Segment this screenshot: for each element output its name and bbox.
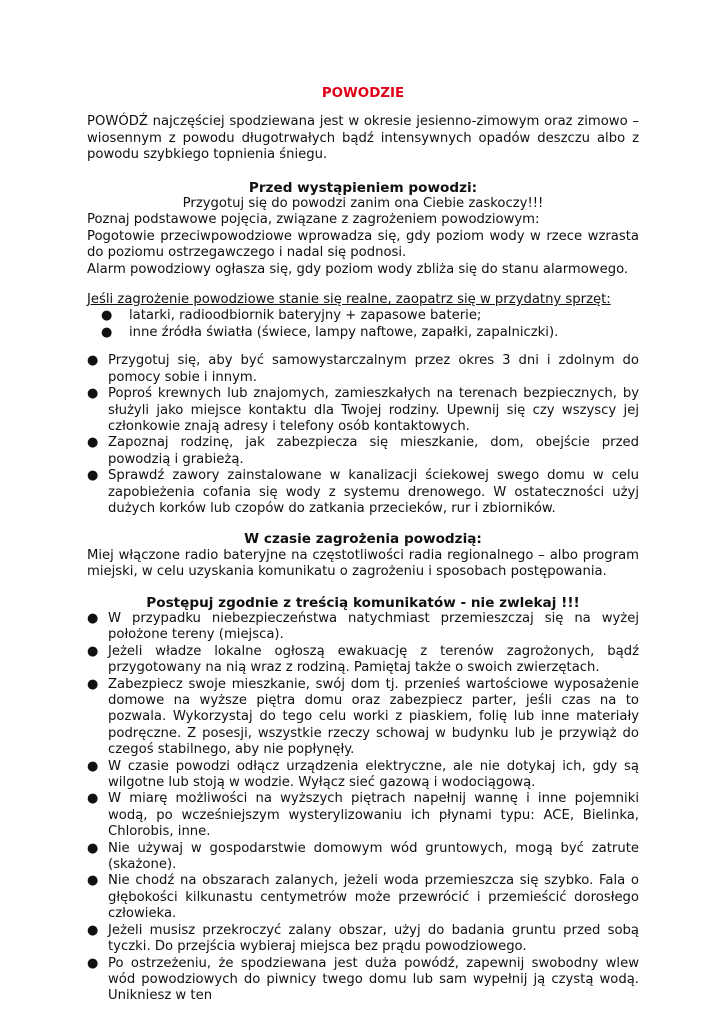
paragraph-line: Pogotowie przeciwpowodziowe wprowadza się, gdy poziom wody w rzece wzrasta do poziomu ostrzegawczego i nadal się podnosi.: [87, 228, 639, 261]
list-item: ● Nie chodź na obszarach zalanych, jeżeli woda przemieszcza się szybko. Fala o głębokości kilkunastu centymetrów może przewrócić i przemieścić dorosłego człowieka.: [87, 873, 639, 922]
list-item: ● W czasie powodzi odłącz urządzenia elektryczne, ale nie dotykaj ich, gdy są wilgotne lub stoją w wodzie. Wyłącz sieć gazową i wodociągową.: [87, 758, 639, 791]
bullet-icon: ●: [87, 435, 99, 451]
section-heading-before: Przed wystąpieniem powodzi:: [248, 179, 478, 196]
intro-paragraph: POWÓDŹ najczęściej spodziewana jest w okresie jesienno-zimowym oraz zimowo – wiosennym z powodu długotrwałych bądź intensywnych opadów deszczu albo z powodu szybkiego topnienia śniegu.: [87, 114, 639, 163]
bullet-icon: ●: [87, 353, 99, 369]
list-item: ● Nie używaj w gospodarstwie domowym wód gruntowych, mogą być zatrute (skażone).: [87, 840, 639, 873]
bullet-icon: ●: [87, 676, 99, 692]
bullet-icon: ●: [87, 840, 99, 856]
bullet-icon: ●: [87, 468, 99, 484]
list-item: ● Sprawdź zawory zainstalowane w kanalizacji ściekowej swego domu w celu zapobieżenia cofania się wody z systemu drenowego. W ostateczności użyj dużych korków lub czopów do zatkania przecieków, rur i zbiorników.: [87, 468, 639, 516]
section-heading-during: W czasie zagrożenia powodzią:: [244, 531, 482, 548]
bullet-icon: ●: [87, 955, 99, 971]
section-heading-instructions: Postępuj zgodnie z treścią komunikatów - nie zwlekaj !!!: [146, 594, 580, 611]
bullet-icon: ●: [87, 873, 99, 889]
list-item: ● Jeżeli musisz przekroczyć zalany obszar, użyj do badania gruntu przed sobą tyczki. Do przejścia wybieraj miejsca bez prądu powodziowego.: [87, 922, 639, 955]
paragraph-line: Poznaj podstawowe pojęcia, związane z zagrożeniem powodziowym:: [87, 212, 540, 228]
list-item: ● latarki, radioodbiornik bateryjny + zapasowe baterie;: [101, 308, 482, 324]
list-item: ● Przygotuj się, aby być samowystarczalnym przez okres 3 dni i zdolnym do pomocy sobie i innym.: [87, 353, 639, 385]
bullet-icon: ●: [87, 791, 99, 807]
list-item: ● Poproś krewnych lub znajomych, zamieszkałych na terenach bezpiecznych, by służyli jako miejsce kontaktu dla Twojej rodziny. Upewnij się czy wszyscy jej członkowie znają adresy i telefony osób kontaktowych.: [87, 386, 639, 434]
bullet-icon: ●: [101, 324, 113, 340]
bullet-icon: ●: [87, 386, 99, 402]
page-title: POWODZIE: [321, 86, 405, 101]
document-page: [87, 86, 639, 1005]
list-item: ● W przypadku niebezpieczeństwa natychmiast przemieszczaj się na wyżej położone tereny (miejsca).: [87, 610, 639, 643]
instructions-list: [87, 611, 639, 1005]
equipment-intro: Jeśli zagrożenie powodziowe stanie się realne, zaopatrz się w przydatny sprzęt:: [87, 292, 611, 308]
list-item: ● Jeżeli władze lokalne ogłoszą ewakuację z terenów zagrożonych, bądź przygotowany na nią wraz z rodziną. Pamiętaj także o swoich zwierzętach.: [87, 643, 639, 676]
bullet-icon: ●: [87, 643, 99, 659]
list-item: ● Po ostrzeżeniu, że spodziewana jest duża powódź, zapewnij swobodny wlew wód powodziowych do piwnicy twego domu lub sam wypełnij ją czystą wodą. Unikniesz w ten: [87, 955, 639, 1004]
bullet-icon: ●: [87, 758, 99, 774]
bullet-icon: ●: [101, 308, 113, 324]
section-text-during: Miej włączone radio bateryjne na częstotliwości radia regionalnego – albo program miejski, w celu uzyskania komunikatu o zagrożeniu i sposobach postępowania.: [87, 547, 639, 580]
bullet-icon: ●: [87, 610, 99, 626]
equipment-list: [87, 308, 639, 341]
list-item: ● Zabezpiecz swoje mieszkanie, swój dom tj. przenieś wartościowe wyposażenie domowe na wyższe piętra domu oraz zabezpiecz parter, jeśli czas na to pozwala. Wykorzystaj do tego celu worki z piaskiem, folię lub inne materiały podręczne. Z posesji, wszystkie rzeczy schowaj w budynku lub je przywiąż do czegoś stabilnego, aby nie popłynęły.: [87, 676, 639, 758]
section-subheading-before: Przygotuj się do powodzi zanim ona Ciebie zaskoczy!!!: [182, 196, 544, 212]
list-item: ● inne źródła światła (świece, lampy naftowe, zapałki, zapalniczki).: [101, 324, 559, 340]
paragraph-line: Alarm powodziowy ogłasza się, gdy poziom wody zbliża się do stanu alarmowego.: [87, 261, 629, 277]
list-item: ● Zapoznaj rodzinę, jak zabezpiecza się mieszkanie, dom, obejście przed powodzią i grabieżą.: [87, 435, 639, 467]
list-item: ● W miarę możliwości na wyższych piętrach napełnij wannę i inne pojemniki wodą, po wcześniejszym wysterylizowaniu ich płynami typu: ACE, Bielinka, Chlorobis, inne.: [87, 791, 639, 840]
preparation-tips-list: [87, 353, 639, 517]
bullet-icon: ●: [87, 922, 99, 938]
